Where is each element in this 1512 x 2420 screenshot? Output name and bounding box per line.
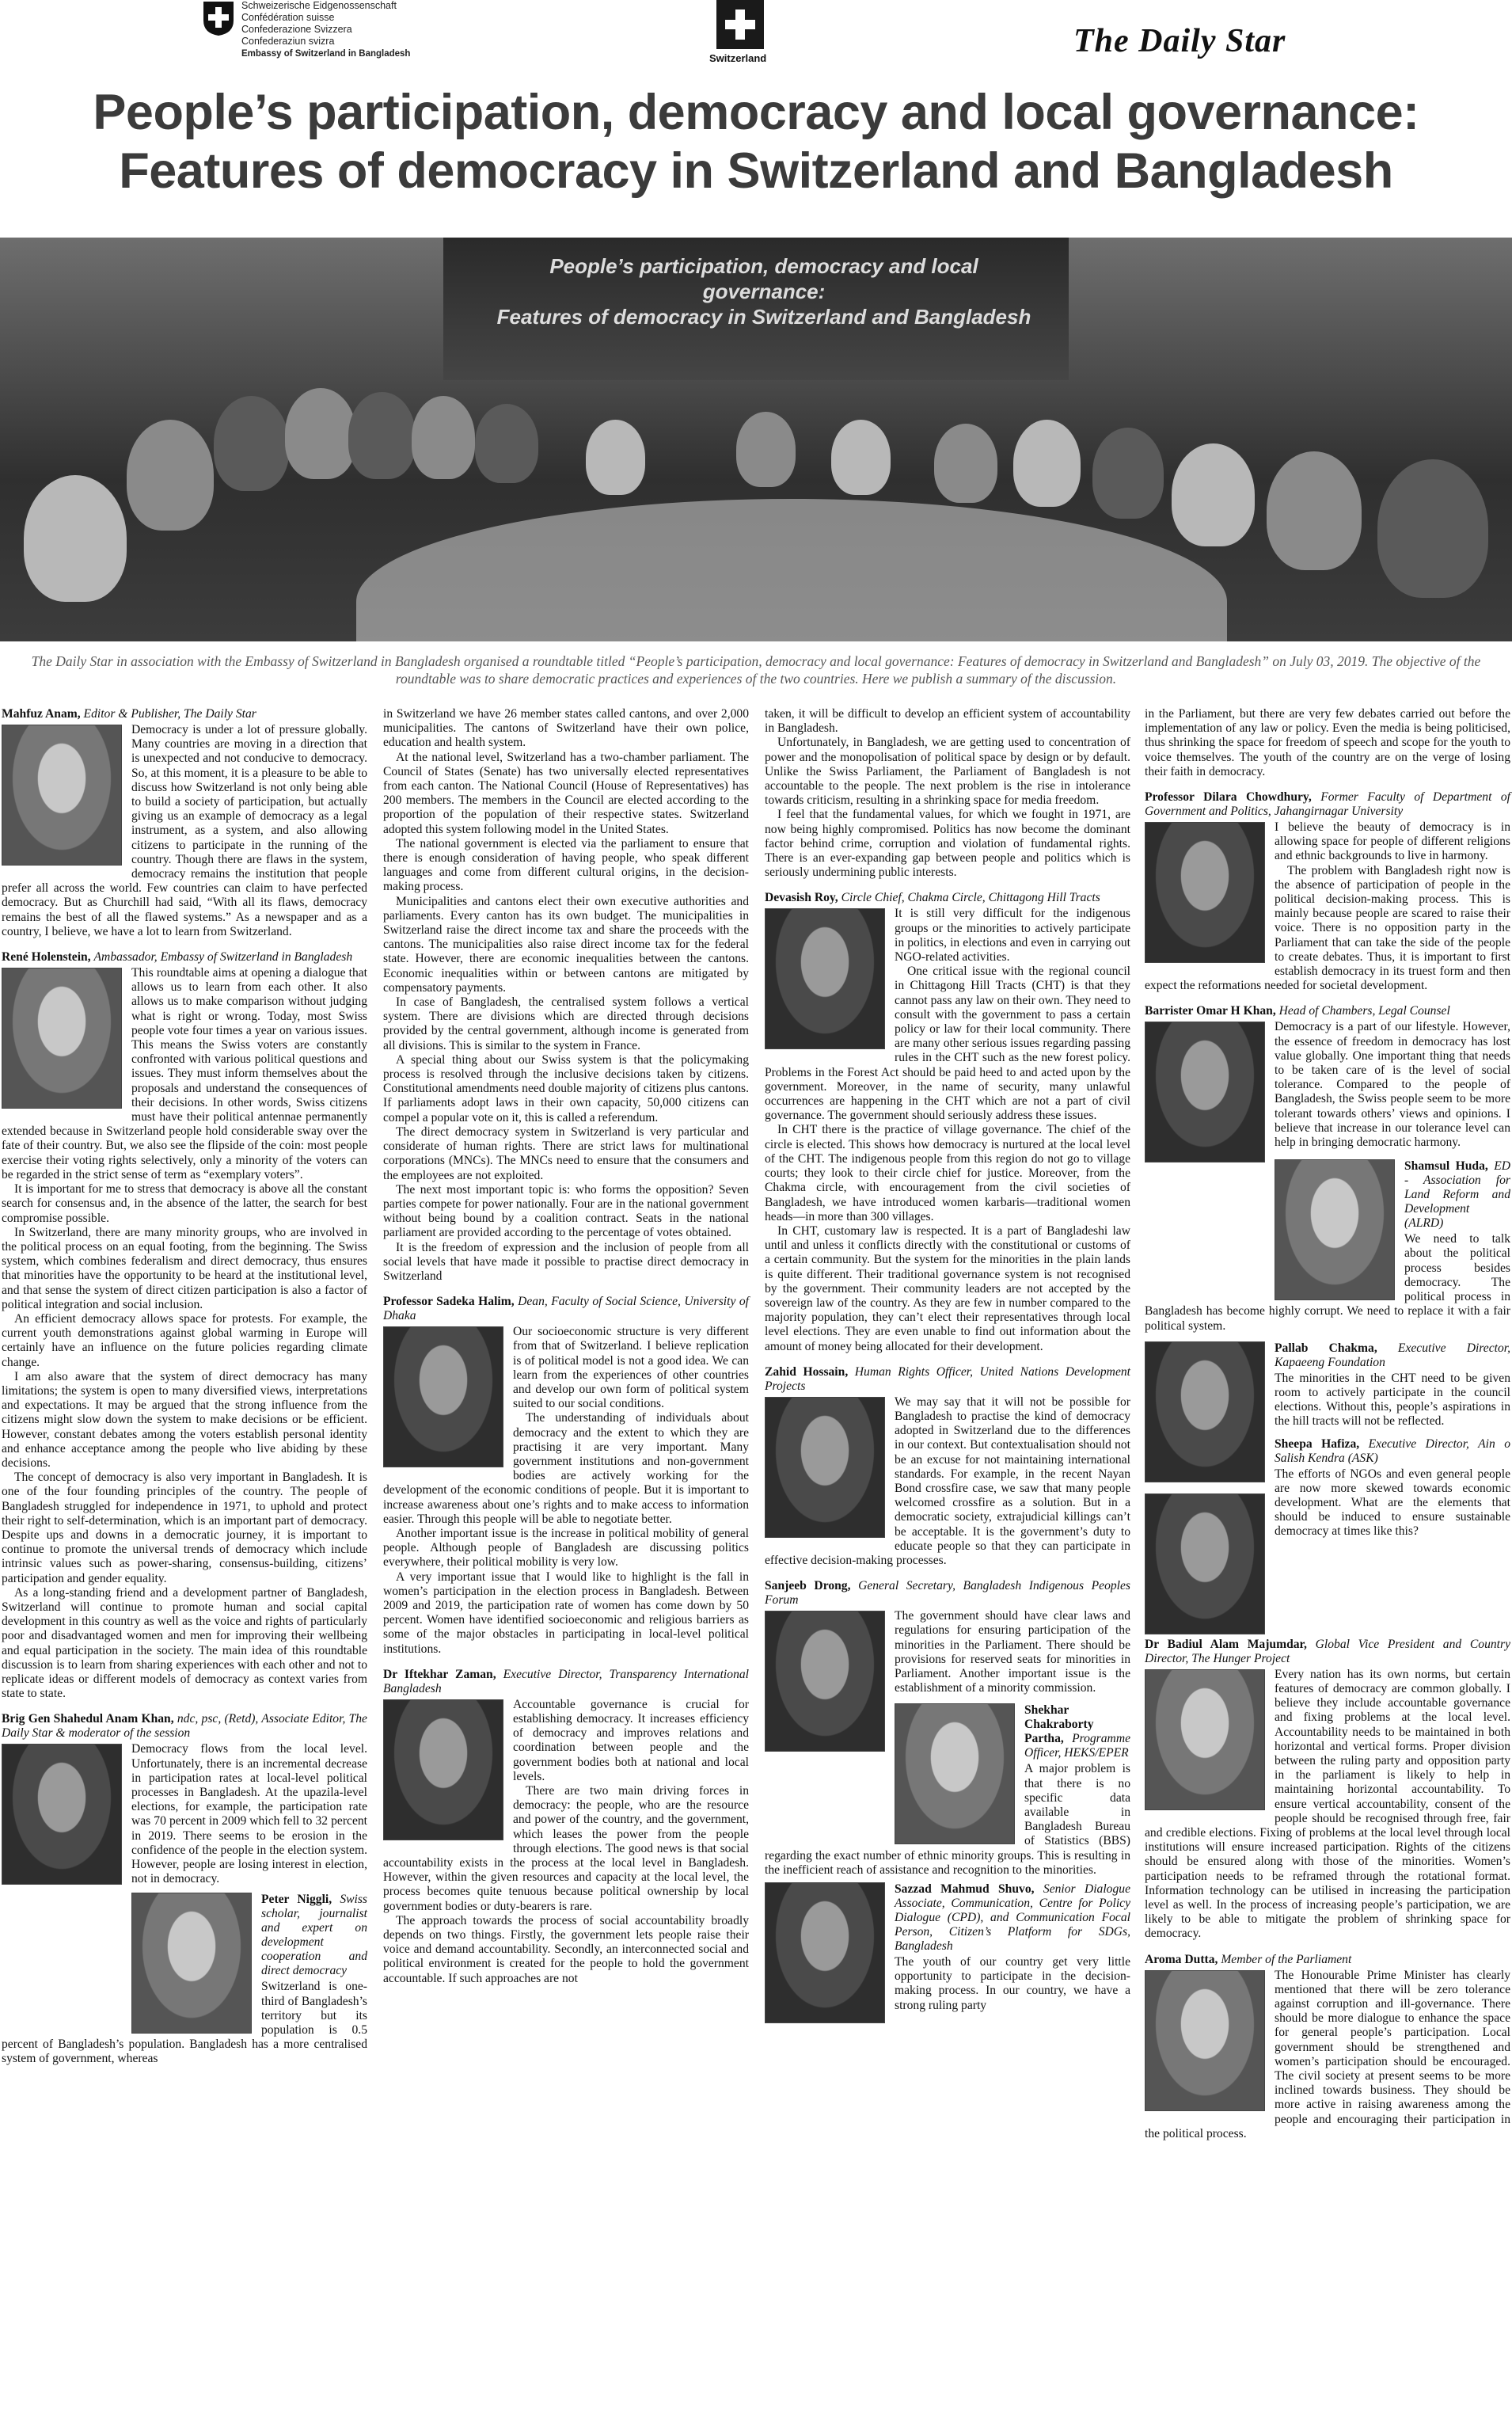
speaker-role: Member of the Parliament (1221, 1952, 1352, 1966)
quote-paragraph: At the national level, Switzerland has a two-chamber parliament. The Council of States (Senate) has two universally elected representatives from each canton. The National Council (House of Representatives) has 200 members. The members in the Council are elected according to the proportion of the population of their respective states. Switzerland adopted this system following model in the United States. (383, 750, 749, 836)
quote-paragraph: taken, it will be difficult to develop an efficient system of accountability in Bangladesh. (765, 707, 1130, 736)
participant (127, 420, 214, 531)
participant (24, 475, 127, 602)
speaker-byline (1145, 1953, 1510, 1967)
quote-paragraph: The national government is elected via the parliament to ensure that there is enough consideration of having people, who speak different languages and come from different cultural origins, in the decision-making process. (383, 836, 749, 894)
speaker-role: Swiss scholar, journalist and expert on development cooperation and direct democracy (261, 1893, 367, 1978)
quote-paragraph: The understanding of individuals about democracy and the extent to which they are practising it are very important. Many government institutions and non-government bodies are actively working for the development of the economic conditions of people. But it is important to increase awareness about one’s rights and to make access to information easier. Through this people will be able to negotiate better. (383, 1411, 749, 1526)
speaker-byline (1145, 790, 1510, 819)
participant (475, 404, 538, 483)
speaker-role: Senior Dialogue Associate, Communication, Centre for Policy Dialogue (CPD), and Communication Focal Person, Citizen’s Platform for SDGs, Bangladesh (895, 1882, 1130, 1954)
quote-paragraph: The direct democracy system in Switzerland is very particular and considerate of human rights. There are strict laws for multinational corporations (MNCs). The MNCs need to ensure that the consumers and the employees are not exploited. (383, 1124, 749, 1182)
quote-paragraph: In Switzerland, there are many minority groups, who are involved in the political process on an equal footing, from the beginning. The Swiss system, which combines federalism and direct democracy, thus ensures that minorities have the opportunity to be heard at the institutional level, and that sense the system of direct citizen participation is also a factor of political integration and social inclusion. (2, 1225, 367, 1311)
speaker-byline (765, 891, 1130, 905)
quote-paragraph: Democracy is a part of our lifestyle. However, the essence of freedom in democracy has lost value globally. One important thing that needs to be taken care of is the level of social tolerance. Compared to the people of Bangladesh, the Swiss people seem to be more tolerant towards others’ views and opinions. I believe that increase in our tolerance level can help in bringing democratic harmony. (1275, 1020, 1510, 1150)
roundtable-photo (0, 238, 1512, 641)
speaker-byline (2, 950, 367, 965)
swiss-crest-icon (202, 0, 235, 36)
photo-banner-line-1: People’s participation, democracy and local governance: (549, 254, 978, 303)
quote-paragraph: Accountable governance is crucial for establishing democracy. It increases efficiency of democracy and improves relations and coordination between people and the government bodies both at national and local levels. (513, 1697, 749, 1783)
quote-paragraph: The efforts of NGOs and even general people are now more skewed towards economic development. What are the elements that should be induced to ensure sustainable democracy at times like this? (1275, 1467, 1510, 1539)
speaker-name: Shekhar Chakraborty Partha, (1024, 1703, 1094, 1746)
speaker-portrait (131, 1893, 252, 2034)
quote-paragraph: This roundtable aims at opening a dialogue that allows us to learn from each other. It also allows us to make comparison without judging what is right or wrong. Today, most Swiss people vote four times a year on various issues. This means the Swiss voters are constantly confronted with various political questions and issues. They must inform themselves about the proposals and understand the consequences of their decisions. In other words, Swiss citizens must have their political antennae permanently extended because in Switzerland people hold considerable sway over the fate of their country. But, we also see the flipside of the coin: most people exercise their voting rights selectively, only a minority of the voters can be regarded in the strict sense of term as “exemplary voters”. (2, 966, 367, 1181)
speaker-name: Aroma Dutta, (1145, 1952, 1218, 1966)
speaker-name: Pallab Chakma, (1275, 1341, 1377, 1355)
speaker-role: General Secretary, Bangladesh Indigenous Peoples Forum (765, 1579, 1130, 1608)
speaker-name: Sheepa Hafiza, (1275, 1436, 1360, 1451)
speaker-role: Executive Director, Kapaeeng Foundation (1275, 1341, 1510, 1369)
speaker-byline (1145, 1638, 1510, 1666)
speaker-byline (765, 1365, 1130, 1394)
speaker-role: Head of Chambers, Legal Counsel (1278, 1004, 1450, 1018)
switzerland-label: Switzerland (709, 52, 767, 64)
speaker-name: Dr Iftekhar Zaman, (383, 1667, 496, 1681)
quote-paragraph: The concept of democracy is also very important in Bangladesh. It is one of the four founding principles of the country. The people of Bangladesh struggled for independence in 1971, to uphold and protect their right to self-determination, which is an important part of democracy. Despite ups and downs in a democratic journey, it is important to continue to promote the universal trends of democracy which include intrinsic values such as power-sharing, consensus-building, citizens’ participation and gender equality. (2, 1471, 367, 1585)
participant (831, 420, 891, 495)
participant (1267, 451, 1362, 570)
speaker-role: Editor & Publisher, The Daily Star (83, 707, 256, 721)
quote-paragraph: Municipalities and cantons elect their own executive authorities and parliaments. Every canton has its own budget. The municipalities in Switzerland raise the direct income tax and share the proceeds with the cantons. The municipalities also raise direct income tax for the federal state. However, there are economic inequalities between the cantons. Economic inequalities within or between cantons are mitigated by compensatory payments. (383, 894, 749, 995)
quote-paragraph: Unfortunately, in Bangladesh, we are getting used to concentration of power and the monopolisation of political space by design or by default. Unlike the Swiss Parliament, the Parliament of Bangladesh is not accountable to the people. The next problem is the rise in intolerance towards criticism, resulting in a shrinking space for media freedom. (765, 736, 1130, 808)
quote-paragraph: In CHT there is the practice of village governance. The chief of the circle is elected. This shows how democracy is nurtured at the local level of the CHT. The indigenous people from this region do not go to village courts; they look to their circle chief for justice. Moreover, from the Chakma circle, with encouragement from the civil societies of Bangladesh, we have introduced women karbaris—traditional women heads—in more than 300 villages. (765, 1123, 1130, 1223)
participant (736, 412, 796, 487)
participant (214, 396, 289, 491)
article-column-3 (765, 707, 1130, 2026)
speaker-portrait (765, 1882, 885, 2023)
embassy-name: Embassy of Switzerland in Bangladesh (241, 49, 411, 59)
quote-paragraph: One critical issue with the regional council in Chittagong Hill Tracts (CHT) is that they cannot pass any law on their own. They need to consult with the government to pass a certain policy or law for their local community. There are many other serious issues regarding passing rules in the CHT such as the new forest policy. Problems in the Forest Act should be paid heed to and acted upon by the government. Moreover, in the name of security, many unlawful occurrences are happening in the CHT which are not a part of civil governance. The government should seriously address these issues. (765, 965, 1130, 1123)
speaker-portrait (1145, 1970, 1265, 2111)
headline-line-2: Features of democracy in Switzerland and Bangladesh (119, 143, 1393, 199)
quote-paragraph: I believe the beauty of democracy is in allowing space for people of different religions and ethnic backgrounds to live in harmony. (1275, 820, 1510, 863)
speaker-portrait (383, 1699, 503, 1840)
quote-paragraph: It is the freedom of expression and the inclusion of people from all social levels that have made it possible to practise direct democracy in Switzerland (383, 1240, 749, 1283)
speaker-byline (2, 707, 367, 721)
speaker-name: Mahfuz Anam, (2, 707, 81, 721)
speaker-name: Brig Gen Shahedul Anam Khan, (2, 1712, 174, 1726)
quote-paragraph: The next most important topic is: who forms the opposition? Seven parties compete for power nationally. Four are in the national government without being bound by a coalition contract. Seats in the national parliament are provided according to the percentage of votes obtained. (383, 1182, 749, 1240)
speaker-portrait (1145, 1022, 1265, 1162)
speaker-name: Sazzad Mahmud Shuvo, (895, 1882, 1035, 1897)
speaker-role: Global Vice President and Country Director, The Hunger Project (1145, 1637, 1510, 1665)
swiss-flag-icon (716, 0, 764, 49)
speaker-role: Circle Chief, Chakma Circle, Chittagong Hill Tracts (841, 891, 1100, 905)
speaker-name: Dr Badiul Alam Majumdar, (1145, 1637, 1307, 1651)
masthead (0, 0, 1512, 79)
speaker-role: Executive Director, Transparency International Bangladesh (383, 1667, 749, 1695)
participant (412, 396, 475, 479)
conference-table (356, 499, 1227, 641)
article-column-2 (383, 707, 749, 1986)
participant (1377, 459, 1488, 598)
photo-banner-line-2: Features of democracy in Switzerland and Bangladesh (496, 305, 1031, 329)
participant (586, 420, 645, 495)
photo-banner-text (491, 253, 1037, 329)
confederation-name-fr: Confédération suisse (241, 12, 335, 23)
quote-paragraph: Our socioeconomic structure is very different from that of Switzerland. I believe replication is of political model is not a good idea. We can learn from the experiences of other countries and develop our own form of political system suited to our social conditions. (513, 1325, 749, 1411)
quote-paragraph: Switzerland is one-third of Bangladesh’s territory but its population is 0.5 percent of Bangladesh’s population. Bangladesh has a more centralised system of government, whereas (2, 1980, 367, 2066)
speaker-role: Programme Officer, HEKS/EPER (1024, 1732, 1130, 1760)
speaker-portrait (1145, 822, 1265, 963)
speaker-byline (1145, 1004, 1510, 1018)
confederation-names (241, 0, 397, 48)
quote-paragraph: As a long-standing friend and a development partner of Bangladesh, Switzerland will continue to promote human and social capital development in this country as well as the voice and rights of particularly poor and disadvantaged women and men for improving their wellbeing and equal participation in the society. The main idea of this roundtable discussion is to learn from sharing experiences with each other and not to replicate ideas or different models of democracy as context varies from state to state. (2, 1585, 367, 1701)
quote-paragraph: The youth of our country get very little opportunity to participate in the decision-making process. In our country, we have a strong ruling party (895, 1955, 1130, 2012)
speaker-role: Human Rights Officer, United Nations Development Projects (765, 1364, 1130, 1393)
speaker-portrait (1145, 1669, 1265, 1810)
speaker-portrait (895, 1703, 1015, 1844)
quote-paragraph: An efficient democracy allows space for protests. For example, the current youth demonstrations against global warming in Europe will certainly have an influence on the future policies regarding climate change. (2, 1311, 367, 1369)
daily-star-logo: The Daily Star (1073, 23, 1286, 59)
speaker-byline (765, 1579, 1130, 1608)
quote-paragraph: A very important issue that I would like to highlight is the fall in women’s participation in the election process in Bangladesh. Between 2009 and 2019, the participation rate of women has come down by 50 percent. Women have identified socioeconomic and religious barriers as some of the major obstacles in participating in local-level political institutions. (383, 1570, 749, 1656)
quote-paragraph: It is important for me to stress that democracy is above all the constant search for consensus and, in the absence of the latter, the search for best compromise possible. (2, 1182, 367, 1225)
quote-paragraph: A special thing about our Swiss system is that the policymaking process is resolved through the inclusive decisions taken by citizens. Constitutional amendments need double majority of citizens plus cantons. If parliaments adopt laws in their own capacity, 50,000 citizens can compel a popular vote on it, this is called a referendum. (383, 1052, 749, 1124)
quote-paragraph: Every nation has its own norms, but certain features of democracy are common globally. I believe they include accountable governance and fixing problems at the local level. Accountability needs to be maintained in both horizontal and vertical forms. Proper division between the ruling party and opposition party in the parliament is likely to help in maintaining horizontal accountability. To ensure vertical accountability, consent of the people should be recognised through free, fair and credible elections. Fixing of problems at the local level through local institutions will ensure increased participation. Rights of the citizens should be ensured along with those of the minorities. Women’s participation needs to be reframed through the rotational format. Information technology can be utilised in increasing the participation level as well. In the process of increasing people’s participation, we are likely to be able to mitigate the problem of shrinking space for democracy. (1145, 1667, 1510, 1941)
speaker-portrait (2, 725, 122, 866)
participant (1013, 420, 1081, 507)
quote-paragraph: In case of Bangladesh, the centralised system follows a vertical system. There are divisions which are directed through decisions provided by the central government, although income is generated from all divisions. This is similar to the system in France. (383, 995, 749, 1052)
speaker-name: Peter Niggli, (261, 1893, 332, 1907)
quote-paragraph: in Switzerland we have 26 member states called cantons, and over 2,000 municipalities. The cantons of Switzerland have their own police, education and health system. (383, 707, 749, 750)
speaker-name: Sanjeeb Drong, (765, 1579, 851, 1593)
speaker-portrait (2, 1744, 122, 1885)
speaker-role: Ambassador, Embassy of Switzerland in Bangladesh (93, 950, 353, 965)
quote-paragraph: The government should have clear laws and regulations for ensuring participation of the minorities in the Parliament. There should be provisions for reserved seats for minorities in Parliament. Another important issue is the establishment of a minority commission. (895, 1609, 1130, 1695)
quote-paragraph: It is still very difficult for the indigenous groups or the minorities to actively participate in politics, in elections and even in carrying out NGO-related activities. (895, 907, 1130, 965)
quote-paragraph: The problem with Bangladesh right now is the absence of participation of people in the political decision-making process. This is mainly because people are scared to raise their voice. There is no opposition party in the Parliament that can take the side of the people to create debates. Thus, it is important to first establish democracy in its truest form and then expect the reformations needed for societal development. (1145, 863, 1510, 993)
photo-caption: The Daily Star in association with the Embassy of Switzerland in Bangladesh organised a roundtable titled “People’s participation, democracy and local governance: Features of democracy in Switzerland and Bangladesh” on July 03, 2019. The objective of the roundtable was to share democratic practices and experiences of the two countries. Here we publish a summary of the discussion. (31, 653, 1481, 687)
quote-paragraph: In CHT, customary law is respected. It is a part of Bangladeshi law until and unless it conflicts directly with the constitutional or customs of a certain community. But the system for the minorities in the plain lands is quite different. Their traditional governance system is not recognised by the government. Their community leaders are not accepted by the sovereign law of the country. As they are few in number compared to the majority population, they can’t elect their representatives through local level elections. They are even unable to find out information about the amount of money being allocated for their development. (765, 1223, 1130, 1353)
speaker-portrait (765, 1397, 885, 1538)
speaker-portrait (383, 1326, 503, 1467)
speaker-name: Barrister Omar H Khan, (1145, 1004, 1276, 1018)
confederation-name-de: Schweizerische Eidgenossenschaft (241, 0, 397, 11)
quote-paragraph: Another important issue is the increase in political mobility of general people. Although people of Bangladesh are discussing politics everywhere, their political mobility is very low. (383, 1526, 749, 1570)
participant (1092, 428, 1164, 519)
speaker-portrait (765, 908, 885, 1049)
headline-line-1: People’s participation, democracy and local governance: (93, 85, 1419, 140)
speaker-name: Devasish Roy, (765, 891, 838, 905)
participant (285, 388, 356, 479)
quote-paragraph: Democracy is under a lot of pressure globally. Many countries are moving in a direction that is unexpected and not conducive to democracy. So, at this moment, it is a pleasure to be able to discuss how Switzerland is not only being able to build a society of participation, but actually giving us an example of democracy as a legal instrument, as a system, and also allowing citizens to participate in the running of the country. Though there are flaws in the system, democracy remains the institution that people prefer all across the world. Few countries can claim to have perfected democracy. But as Churchill had said, “With all its flaws, democracy remains the best of all the flawed systems.” As a newspaper and as a country, I believe, we have a lot to learn from Switzerland. (2, 723, 367, 938)
speaker-name: René Holenstein, (2, 950, 91, 965)
speaker-role: ndc, psc, (Retd), Associate Editor, The Daily Star & moderator of the session (2, 1712, 367, 1741)
speaker-name: Zahid Hossain, (765, 1364, 849, 1379)
confederation-name-it: Confederazione Svizzera (241, 24, 352, 35)
speaker-portrait (2, 968, 122, 1109)
quote-paragraph: I am also aware that the system of direct democracy has many limitations; the system is open to many diversified views, interpretations and expectations. It may be argued that the strong influence from the citizens might slow down the system to make decisions or be efficient. However, constant debates among the voters establish personal identity and enhance acceptance among the people who live abiding by these decisions. (2, 1369, 367, 1470)
speaker-byline (2, 1712, 367, 1741)
confederation-name-rm: Confederaziun svizra (241, 36, 335, 47)
speaker-byline (383, 1668, 749, 1696)
participant (348, 392, 416, 479)
swiss-confederation-logo (202, 0, 463, 71)
quote-paragraph: We need to talk about the political process besides democracy. The political process in Bangladesh has become highly corrupt. We need to replace it with a fair political system. (1145, 1232, 1510, 1333)
participant (934, 424, 997, 503)
quote-paragraph: The approach towards the process of social accountability broadly depends on two things. Firstly, the government lets people raise their voice and demand accountability. Secondly, an interconnected social and political environment is created for the people to hold the government accountable. If such approaches are not (383, 1913, 749, 1985)
speaker-name: Professor Dilara Chowdhury, (1145, 790, 1312, 805)
quote-paragraph: The minorities in the CHT need to be given room to actively participate in the council elections. Without this, people’s aspirations in the hill tracts will not be reflected. (1275, 1371, 1510, 1429)
article-column-1 (2, 707, 367, 2067)
speaker-byline (383, 1295, 749, 1323)
quote-paragraph: We may say that it will not be possible for Bangladesh to practise the kind of democracy adopted in Switzerland due to the differences in our context. But contextualisation should not be an excuse for not maintaining international standards. For example, in the recent Nayan Bond crossfire case, we saw that many people welcomed crossfire as a solution. But in a democratic society, extrajudicial killings can’t be acceptable. It is the government’s duty to educate people so that they can participate in effective decision-making processes. (765, 1395, 1130, 1567)
participant (1172, 443, 1255, 546)
speaker-portrait (1145, 1341, 1265, 1482)
quote-paragraph: A major problem is that there is no specific data available in Bangladesh Bureau of Statistics (BBS) regarding the exact number of ethnic minority groups. This is resulting in the inefficient reach of assistance and recognition to the minorities. (765, 1762, 1130, 1877)
speaker-name: Shamsul Huda, (1404, 1159, 1488, 1174)
speaker-portrait (765, 1611, 885, 1752)
quote-paragraph: Democracy flows from the local level. Unfortunately, there is an incremental decrease in participation rates at local-level political processes in Bangladesh. At the upazila-level elections, for example, the participation rate was 70 percent in 2009 which fell to 32 percent in 2019. There seems to be erosion in the confidence of the people in the election system. However, people are losing interest in election, not in democracy. (131, 1742, 367, 1886)
speaker-role: ED - Association for Land Reform and Development (ALRD) (1404, 1159, 1510, 1231)
quote-paragraph: The Honourable Prime Minister has clearly mentioned that there will be zero tolerance against corruption and ill-governance. There should be more dialogue to enhance the space for general people’s participation. Local government should be strengthened and women’s participation should be encouraged. The civil society at present seems to be more inclined towards business. They should be more active in raising awareness among the people and encouraging their participation in the political process. (1145, 1968, 1510, 2140)
speaker-portrait (1275, 1159, 1395, 1300)
speaker-role: Dean, Faculty of Social Science, University of Dhaka (383, 1295, 749, 1323)
article-column-4 (1145, 707, 1510, 2141)
speaker-role: Executive Director, Ain o Salish Kendra (ASK) (1275, 1436, 1510, 1465)
speaker-portrait (1145, 1493, 1265, 1634)
speaker-name: Professor Sadeka Halim, (383, 1295, 515, 1309)
page-headline (0, 83, 1512, 200)
quote-paragraph: I feel that the fundamental values, for which we fought in 1971, are now being highly compromised. Politics has now become the dominant factor behind crime, corruption and violation of fundamental rights. There is an ever-expanding gap between people and politics which is seriously undermining public interests. (765, 808, 1130, 880)
quote-paragraph: There are two main driving forces in democracy: the people, who are the resource and power of the country, and the government, which leases the power from the people through elections. The good news is that social accountability exists in the process at the local level in Bangladesh. However, within the given resources and capacity at the local level, the process becomes quite tenuous because political ownership by local government bodies or duty-bearers is rare. (383, 1784, 749, 1913)
speaker-role: Former Faculty of Department of Government and Politics, Jahangirnagar University (1145, 790, 1510, 819)
quote-paragraph: in the Parliament, but there are very few debates carried out before the implementation of any law or policy. Even the media is being politicised, thus shrinking the space for freedom of speech and scope for the youth to voice themselves. The youth of the country are on the verge of losing their faith in democracy. (1145, 707, 1510, 778)
